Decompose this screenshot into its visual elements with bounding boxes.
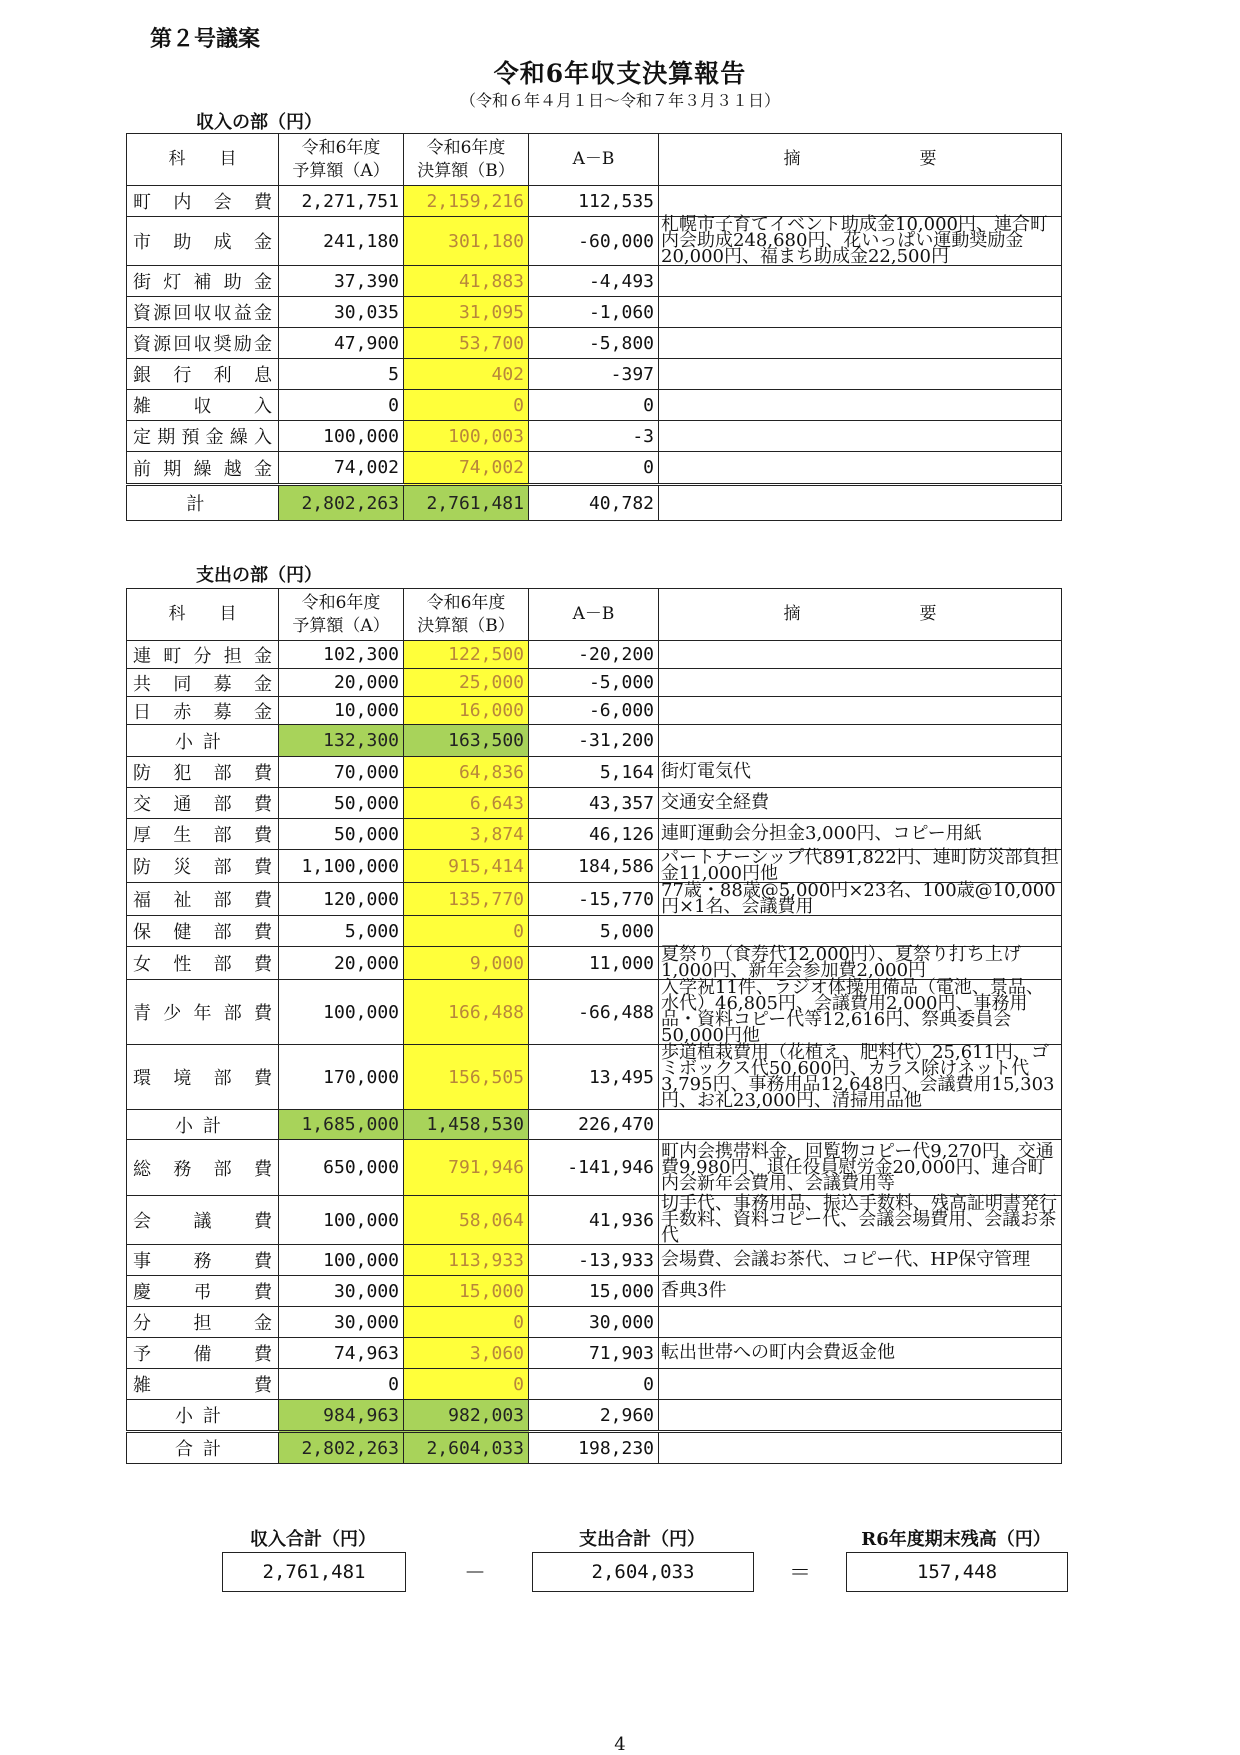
row-note: [659, 186, 1062, 217]
row-note: 夏祭り（食券代12,000円）、夏祭り打ち上げ1,000円、新年会参加費2,000円: [659, 947, 1062, 980]
row-actual: 0: [404, 390, 529, 421]
row-actual: 31,095: [404, 297, 529, 328]
row-note: 転出世帯への町内会費返金他: [659, 1338, 1062, 1369]
row-subject: 定期預金繰入: [127, 421, 279, 452]
row-budget: 50,000: [279, 788, 404, 819]
row-subject: 慶弔費: [127, 1276, 279, 1307]
row-diff: 112,535: [529, 186, 659, 217]
row-actual: 64,836: [404, 757, 529, 788]
income-section-title: 収入の部（円）: [196, 112, 322, 133]
table-row: [127, 1276, 1062, 1307]
grand-total-label: 合計: [127, 1432, 279, 1464]
row-budget: 30,000: [279, 1307, 404, 1338]
table-row: [127, 266, 1062, 297]
subtotal-budget: 132,300: [279, 725, 404, 757]
header-budget: 令和6年度 予算額（A）: [279, 134, 404, 186]
row-budget: 37,390: [279, 266, 404, 297]
row-diff: 41,936: [529, 1196, 659, 1245]
income-header-row: [127, 134, 1062, 186]
row-actual: 16,000: [404, 697, 529, 725]
row-diff: 0: [529, 452, 659, 485]
header-actual: 令和6年度 決算額（B）: [404, 134, 529, 186]
table-row: [127, 1245, 1062, 1276]
table-row: [127, 217, 1062, 266]
row-diff: -3: [529, 421, 659, 452]
income-table: [126, 133, 1062, 521]
row-diff: -13,933: [529, 1245, 659, 1276]
total-note: [659, 485, 1062, 521]
table-row: [127, 421, 1062, 452]
row-budget: 5,000: [279, 916, 404, 947]
row-subject: 保健部費: [127, 916, 279, 947]
row-actual: 3,874: [404, 819, 529, 850]
grand-total-budget: 2,802,263: [279, 1432, 404, 1464]
row-note: 入学祝11件、ラジオ体操用備品（電池、景品、水代）46,805円、会議費用2,000円、事務用品・資料コピー代等12,616円、祭典委員会50,000円他: [659, 980, 1062, 1045]
equals-sign: ＝: [788, 1561, 811, 1586]
row-note: [659, 297, 1062, 328]
row-actual: 135,770: [404, 883, 529, 916]
row-note: [659, 669, 1062, 697]
row-budget: 100,000: [279, 980, 404, 1045]
row-subject: 交通部費: [127, 788, 279, 819]
row-subject: 連町分担金: [127, 641, 279, 669]
row-subject: 街灯補助金: [127, 266, 279, 297]
table-row: [127, 1307, 1062, 1338]
row-budget: 102,300: [279, 641, 404, 669]
table-row: [127, 452, 1062, 485]
row-diff: -4,493: [529, 266, 659, 297]
row-diff: 43,357: [529, 788, 659, 819]
row-note: [659, 641, 1062, 669]
subtotal-actual: 982,003: [404, 1400, 529, 1432]
row-diff: -66,488: [529, 980, 659, 1045]
row-budget: 0: [279, 390, 404, 421]
row-subject: 予備費: [127, 1338, 279, 1369]
row-actual: 0: [404, 1369, 529, 1400]
subtotal-actual: 163,500: [404, 725, 529, 757]
row-diff: -397: [529, 359, 659, 390]
page-title: 令和6年収支決算報告: [493, 59, 747, 88]
row-actual: 74,002: [404, 452, 529, 485]
row-diff: 30,000: [529, 1307, 659, 1338]
row-subject: 分担金: [127, 1307, 279, 1338]
subtotal-budget: 1,685,000: [279, 1110, 404, 1140]
subtotal-diff: 226,470: [529, 1110, 659, 1140]
row-actual: 0: [404, 1307, 529, 1338]
header-budget: 令和6年度 予算額（A）: [279, 589, 404, 641]
income-total-row: [127, 485, 1062, 521]
row-diff: -15,770: [529, 883, 659, 916]
table-row: [127, 947, 1062, 980]
row-diff: -1,060: [529, 297, 659, 328]
row-diff: 71,903: [529, 1338, 659, 1369]
row-subject: 環境部費: [127, 1045, 279, 1110]
row-budget: 170,000: [279, 1045, 404, 1110]
row-diff: -141,946: [529, 1140, 659, 1196]
row-subject: 雑費: [127, 1369, 279, 1400]
row-actual: 100,003: [404, 421, 529, 452]
table-row: [127, 359, 1062, 390]
row-note: 連町運動会分担金3,000円、コピー用紙: [659, 819, 1062, 850]
balance-box: 157,448: [846, 1552, 1068, 1592]
row-diff: 184,586: [529, 850, 659, 883]
table-row: [127, 980, 1062, 1045]
row-note: [659, 1307, 1062, 1338]
row-budget: 74,002: [279, 452, 404, 485]
row-budget: 100,000: [279, 421, 404, 452]
row-actual: 156,505: [404, 1045, 529, 1110]
row-actual: 791,946: [404, 1140, 529, 1196]
table-row: [127, 788, 1062, 819]
row-subject: 資源回収収益金: [127, 297, 279, 328]
row-actual: 166,488: [404, 980, 529, 1045]
row-subject: 資源回収奨励金: [127, 328, 279, 359]
row-note: 77歳・88歳@5,000円×23名、100歳@10,000円×1名、会議費用: [659, 883, 1062, 916]
row-note: [659, 359, 1062, 390]
subtotal-label: 小計: [127, 725, 279, 757]
header-subject: 科 目: [127, 589, 279, 641]
row-actual: 6,643: [404, 788, 529, 819]
row-subject: 福祉部費: [127, 883, 279, 916]
fiscal-period: （令和６年４月１日～令和７年３月３１日）: [459, 91, 780, 110]
balance-label: R6年度期末残高（円）: [861, 1529, 1051, 1550]
subtotal-note: [659, 1110, 1062, 1140]
page-number: 4: [614, 1734, 626, 1755]
row-budget: 5: [279, 359, 404, 390]
row-actual: 41,883: [404, 266, 529, 297]
header-actual: 令和6年度 決算額（B）: [404, 589, 529, 641]
row-budget: 241,180: [279, 217, 404, 266]
row-subject: 青少年部費: [127, 980, 279, 1045]
row-budget: 100,000: [279, 1245, 404, 1276]
table-row: [127, 1196, 1062, 1245]
table-row: [127, 328, 1062, 359]
row-actual: 2,159,216: [404, 186, 529, 217]
table-row: [127, 850, 1062, 883]
row-note: 歩道植栽費用（花植え、肥料代）25,611円、ゴミボックス代50,600円、カラス除けネット代3,795円、事務用品12,648円、会議費用15,303円、お礼23,000円、清掃用品他: [659, 1045, 1062, 1110]
grand-total-actual: 2,604,033: [404, 1432, 529, 1464]
row-diff: 5,164: [529, 757, 659, 788]
row-diff: -5,000: [529, 669, 659, 697]
row-note: [659, 328, 1062, 359]
row-budget: 0: [279, 1369, 404, 1400]
subtotal-note: [659, 1400, 1062, 1432]
row-subject: 厚生部費: [127, 819, 279, 850]
row-budget: 74,963: [279, 1338, 404, 1369]
row-diff: 46,126: [529, 819, 659, 850]
table-row: [127, 916, 1062, 947]
row-diff: -6,000: [529, 697, 659, 725]
grand-total-note: [659, 1432, 1062, 1464]
table-row: [127, 641, 1062, 669]
row-subject: 市助成金: [127, 217, 279, 266]
header-subject: 科 目: [127, 134, 279, 186]
row-note: 町内会携帯料金、回覧物コピー代9,270円、交通費9,980円、退任役員慰労金20,000円、連合町内会新年会費用、会議費用等: [659, 1140, 1062, 1196]
expense-total-box: 2,604,033: [532, 1552, 754, 1592]
row-diff: -20,200: [529, 641, 659, 669]
row-note: 切手代、事務用品、振込手数料、残高証明書発行手数料、資料コピー代、会議会場費用、会議お茶代: [659, 1196, 1062, 1245]
minus-sign: －: [463, 1561, 486, 1586]
table-row: [127, 186, 1062, 217]
row-subject: 会議費: [127, 1196, 279, 1245]
row-note: [659, 390, 1062, 421]
row-budget: 70,000: [279, 757, 404, 788]
row-note: [659, 1369, 1062, 1400]
expense-table: [126, 588, 1062, 1464]
row-diff: 5,000: [529, 916, 659, 947]
row-actual: 9,000: [404, 947, 529, 980]
header-diff: A－B: [529, 589, 659, 641]
table-row: [127, 1338, 1062, 1369]
expense-section-title: 支出の部（円）: [196, 565, 322, 586]
row-note: [659, 266, 1062, 297]
table-row: [127, 1140, 1062, 1196]
income-total-box: 2,761,481: [222, 1552, 406, 1592]
row-actual: 301,180: [404, 217, 529, 266]
table-row: [127, 883, 1062, 916]
expense-header-row: [127, 589, 1062, 641]
row-subject: 事務費: [127, 1245, 279, 1276]
row-note: [659, 916, 1062, 947]
row-subject: 銀行利息: [127, 359, 279, 390]
row-budget: 10,000: [279, 697, 404, 725]
table-row: [127, 297, 1062, 328]
row-diff: 15,000: [529, 1276, 659, 1307]
row-subject: 防災部費: [127, 850, 279, 883]
grand-total-row: [127, 1432, 1062, 1464]
header-note: 摘 要: [659, 589, 1062, 641]
row-actual: 113,933: [404, 1245, 529, 1276]
total-diff: 40,782: [529, 485, 659, 521]
table-row: [127, 1369, 1062, 1400]
row-actual: 53,700: [404, 328, 529, 359]
row-budget: 50,000: [279, 819, 404, 850]
subtotal-row: [127, 1400, 1062, 1432]
row-note: 札幌市子育てイベント助成金10,000円、連合町内会助成248,680円、花いっぱい運動奨励金20,000円、福まち助成金22,500円: [659, 217, 1062, 266]
table-row: [127, 757, 1062, 788]
row-subject: 前期繰越金: [127, 452, 279, 485]
row-budget: 20,000: [279, 669, 404, 697]
row-diff: -5,800: [529, 328, 659, 359]
row-budget: 2,271,751: [279, 186, 404, 217]
subtotal-label: 小計: [127, 1400, 279, 1432]
row-actual: 25,000: [404, 669, 529, 697]
row-subject: 共同募金: [127, 669, 279, 697]
row-budget: 650,000: [279, 1140, 404, 1196]
row-note: [659, 697, 1062, 725]
table-row: [127, 1045, 1062, 1110]
row-actual: 15,000: [404, 1276, 529, 1307]
table-row: [127, 819, 1062, 850]
row-actual: 3,060: [404, 1338, 529, 1369]
row-subject: 女性部費: [127, 947, 279, 980]
subtotal-note: [659, 725, 1062, 757]
row-actual: 122,500: [404, 641, 529, 669]
row-note: パートナーシップ代891,822円、連町防災部負担金11,000円他: [659, 850, 1062, 883]
row-budget: 120,000: [279, 883, 404, 916]
subtotal-budget: 984,963: [279, 1400, 404, 1432]
header-note: 摘 要: [659, 134, 1062, 186]
subtotal-row: [127, 725, 1062, 757]
row-budget: 100,000: [279, 1196, 404, 1245]
agenda-number: 第２号議案: [150, 26, 261, 52]
row-actual: 402: [404, 359, 529, 390]
row-note: 交通安全経費: [659, 788, 1062, 819]
row-diff: 11,000: [529, 947, 659, 980]
expense-total-label: 支出合計（円）: [579, 1529, 705, 1550]
row-diff: 0: [529, 390, 659, 421]
total-label: 計: [127, 485, 279, 521]
row-note: 街灯電気代: [659, 757, 1062, 788]
total-budget: 2,802,263: [279, 485, 404, 521]
row-diff: 13,495: [529, 1045, 659, 1110]
row-budget: 1,100,000: [279, 850, 404, 883]
row-subject: 日赤募金: [127, 697, 279, 725]
row-actual: 915,414: [404, 850, 529, 883]
row-subject: 防犯部費: [127, 757, 279, 788]
subtotal-label: 小計: [127, 1110, 279, 1140]
row-budget: 30,035: [279, 297, 404, 328]
row-budget: 20,000: [279, 947, 404, 980]
row-actual: 58,064: [404, 1196, 529, 1245]
subtotal-row: [127, 1110, 1062, 1140]
row-note: 会場費、会議お茶代、コピー代、HP保守管理: [659, 1245, 1062, 1276]
row-actual: 0: [404, 916, 529, 947]
subtotal-diff: -31,200: [529, 725, 659, 757]
row-note: [659, 452, 1062, 485]
grand-total-diff: 198,230: [529, 1432, 659, 1464]
row-diff: 0: [529, 1369, 659, 1400]
table-row: [127, 669, 1062, 697]
row-subject: 総務部費: [127, 1140, 279, 1196]
table-row: [127, 697, 1062, 725]
row-subject: 町内会費: [127, 186, 279, 217]
table-row: [127, 390, 1062, 421]
header-diff: A－B: [529, 134, 659, 186]
subtotal-actual: 1,458,530: [404, 1110, 529, 1140]
row-diff: -60,000: [529, 217, 659, 266]
row-note: 香典3件: [659, 1276, 1062, 1307]
row-subject: 雑収入: [127, 390, 279, 421]
total-actual: 2,761,481: [404, 485, 529, 521]
income-total-label: 収入合計（円）: [250, 1529, 376, 1550]
row-budget: 47,900: [279, 328, 404, 359]
subtotal-diff: 2,960: [529, 1400, 659, 1432]
row-budget: 30,000: [279, 1276, 404, 1307]
row-note: [659, 421, 1062, 452]
